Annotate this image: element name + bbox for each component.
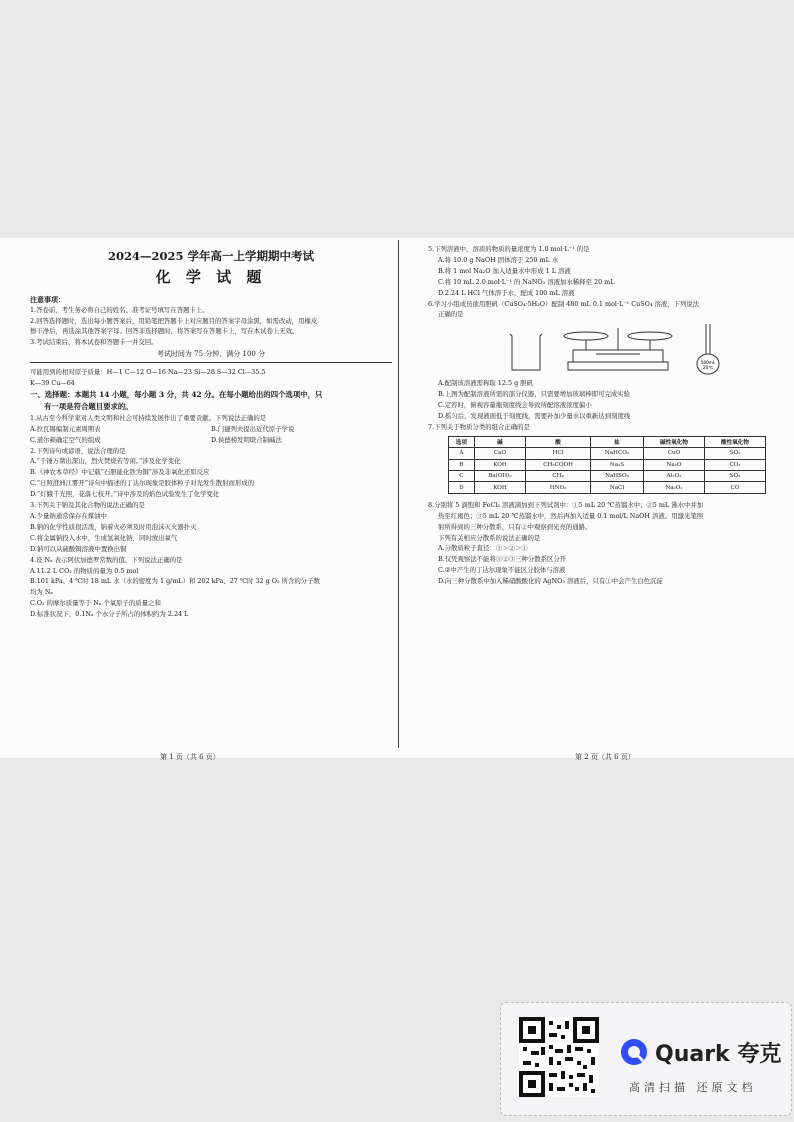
option: C.“日照澄洲江雾开”诗句中描述的丁达尔现象是胶体粒子对光发生散射而形成的 <box>30 479 255 488</box>
table-cell: C <box>449 471 475 482</box>
table-cell: NaCl <box>590 482 643 493</box>
beaker-icon <box>510 334 542 370</box>
exam-title: 2024—2025 学年高一上学期期中考试 <box>107 249 315 263</box>
question-stem: 2.下列诗句或谚语，说法合理的是 <box>30 446 126 455</box>
table-cell: Na₂S <box>590 459 643 470</box>
table-cell: Na₂O <box>644 459 705 470</box>
question-stem: 5.下列溶液中，溶质的物质的量浓度为 1.0 mol·L⁻¹ 的是 <box>428 245 590 253</box>
table-cell: Al₂O₃ <box>644 471 705 482</box>
table-header: 碱 <box>474 436 526 447</box>
table-cell: CaO <box>474 448 526 459</box>
note-item: 1.答卷前，考生务必将自己的姓名、准考证号填写在答题卡上。 <box>30 306 209 314</box>
table-header: 选项 <box>449 436 475 447</box>
option: D.向三种分散系中加入稀硝酸酸化的 AgNO₃ 溶液后，只有①中会产生白色沉淀 <box>438 577 663 586</box>
option-b: B.门捷列夫提出近代原子学说 <box>211 424 295 433</box>
right-column <box>428 238 774 587</box>
table-cell: SO₂ <box>704 448 765 459</box>
quark-brand: Quark 夸克 <box>655 1042 782 1067</box>
question-stem: 下列有关相应分散系的说法正确的是 <box>438 533 541 542</box>
table-cell: KOH <box>474 459 526 470</box>
table-header: 酸 <box>526 436 591 447</box>
divider-line <box>30 362 392 363</box>
note-item: 3.考试结束后，将本试卷和答题卡一并交回。 <box>30 337 158 346</box>
table-row <box>449 482 766 493</box>
atomic-masses: 可能用到的相对原子质量：H—1 C—12 O—16 Na—23 Si—28 S—32 Cl—35.5 <box>30 368 266 376</box>
quark-tagline: 高清扫描 还原文档 <box>629 1081 757 1094</box>
option: C.定容时，俯视容量瓶刻度线会导致所配溶液浓度偏小 <box>438 401 592 410</box>
section-heading: 一、选择题：本题共 14 小题，每小题 3 分，共 42 分。在每小题给出的四个选项中，只 <box>30 389 323 399</box>
table-header: 碱性氧化物 <box>644 436 705 447</box>
atomic-masses: K—39 Cu—64 <box>30 378 75 387</box>
quark-watermark <box>500 1002 792 1116</box>
flask-volume-label: 500mL <box>700 360 716 366</box>
option-a: A.拉瓦锡编制元素周期表 <box>30 424 101 433</box>
option: D.2.24 L HCl 气体溶于水，配成 100 mL 溶液 <box>438 288 575 297</box>
exam-subject: 化 学 试 题 <box>155 268 267 286</box>
exam-time: 考试时间为 75 分钟，满分 100 分 <box>156 350 266 358</box>
question-stem: 4.设 Nₐ 表示阿伏加德罗常数的值。下列说法正确的是 <box>30 555 183 564</box>
option: A.将 10.0 g NaOH 固体溶于 250 mL 水 <box>438 255 559 264</box>
notes-title: 注意事项： <box>30 295 65 304</box>
question-stem: 3.下列关于钠及其化合物的说法正确的是 <box>30 501 145 510</box>
option: C.将 10 mL 2.0 mol·L⁻¹ 的 NaNO₃ 溶液加水稀释至 20 mL <box>438 277 615 286</box>
table-cell: CH₃COOH <box>526 459 591 470</box>
table-cell: CO₂ <box>704 459 765 470</box>
table-cell: HCl <box>526 448 591 459</box>
option: D.钠可以从硫酸铜溶液中置换出铜 <box>30 544 127 553</box>
balance-icon <box>564 328 672 370</box>
table-cell: D <box>449 482 475 493</box>
option: B.上图为配制溶液所需的部分仪器，只需要增加玻璃棒即可完成实验 <box>438 390 631 399</box>
table-cell: NaHCO₃ <box>590 448 643 459</box>
apparatus-figure <box>428 324 774 372</box>
option: C.②中产生的丁达尔现象不能区分胶体与溶液 <box>438 566 566 575</box>
table-cell: B <box>449 459 475 470</box>
table-header-row <box>449 436 766 447</box>
option: 均为 Nₐ <box>30 588 53 597</box>
option: B.钠的化学性质很活泼，钠着火必须及时用泡沫灭火器扑灭 <box>30 522 197 531</box>
option: A.“千锤万凿出深山，烈火焚烧若等闲。”涉及化学变化 <box>30 457 181 466</box>
section-heading: 有一项是符合题目要求的。 <box>44 401 133 411</box>
page-number-left: 第 1 页（共 6 页） <box>160 753 220 761</box>
page-number-right: 第 2 页（共 6 页） <box>575 753 635 761</box>
table-cell: CH₄ <box>526 471 591 482</box>
table-cell: SO₃ <box>704 471 765 482</box>
question-stem: 8.分别将 5 滴饱和 FeCl₃ 溶液滴加到下列试剂中：①5 mL 20 ℃蒸馏水中；②5 mL 沸水中并加 <box>428 500 704 509</box>
table-cell: A <box>449 448 475 459</box>
option: D.摇匀后，发现液面低于刻度线，需要补加少量水以重新达到刻度线 <box>438 412 631 421</box>
quark-logo-icon <box>619 1037 649 1067</box>
option: C.将金属钠投入水中，生成氢氧化钠，同时放出氧气 <box>30 533 178 542</box>
question-stem: 7.下列关于物质分类的组合正确的是 <box>428 422 530 431</box>
table-cell: CO <box>704 482 765 493</box>
table-header: 盐 <box>590 436 643 447</box>
table-cell: KOH <box>474 482 526 493</box>
table-cell: Ba(OH)₂ <box>474 471 526 482</box>
option: B.将 1 mol Na₂O 加入适量水中形成 1 L 溶液 <box>438 266 571 275</box>
option-c: C.道尔顿确定空气的组成 <box>30 435 101 444</box>
option: D.“灯蛾千光照，花落七枝开。”诗中涉及的焰色试验发生了化学变化 <box>30 490 220 499</box>
apparatus-drawing <box>428 324 774 376</box>
exam-sheet <box>0 238 794 758</box>
note-item: 擦干净后，再选涂其他答案字母。回答非选择题时，将答案写在答题卡上，写在本试卷上无效。 <box>30 327 299 335</box>
table-cell: Na₂O₂ <box>644 482 705 493</box>
column-divider <box>398 240 399 748</box>
flask-temp-label: 20℃ <box>702 365 714 371</box>
option: D.标准状况下，0.1Nₐ 个水分子所占的体积约为 2.24 L <box>30 610 189 619</box>
table-header: 酸性氧化物 <box>704 436 765 447</box>
option: C.O₂ 的摩尔质量等于 Nₐ 个氧原子的质量之和 <box>30 599 161 608</box>
option-row <box>30 435 392 446</box>
option-row <box>30 424 392 435</box>
question-stem: 正确的是 <box>438 310 464 319</box>
table-row <box>449 471 766 482</box>
question-stem: 热至红褐色；③5 mL 20 ℃蒸馏水中，然后再加入适量 0.1 mol/L NaOH 溶液。用激光笔照 <box>438 511 704 520</box>
option: A.配制该溶液需称取 12.5 g 胆矾 <box>438 379 533 388</box>
option-d: D.侯德榜发明联合制碱法 <box>211 435 282 444</box>
option: B.101 kPa、4 ℃时 18 mL 水（水的密度为 1 g/mL）和 202 kPa、27 ℃时 32 g O₂ 所含的分子数 <box>30 577 320 586</box>
qr-code-icon <box>519 1017 599 1097</box>
option: A.分散质粒子直径：③＞②＞① <box>438 544 528 553</box>
left-column <box>30 238 392 620</box>
option: A.11.2 L CO₂ 的物质的量为 0.5 mol <box>30 566 139 575</box>
option: B.《神农本草经》中记载“石胆能化铁为铜”涉及非氧化还原反应 <box>30 468 210 477</box>
option: A.少量钠通常保存在煤油中 <box>30 511 107 520</box>
option: B.仅凭观察法不能将①②③三种分散系区分开 <box>438 555 567 564</box>
classification-table <box>448 436 766 494</box>
table-cell: CuO <box>644 448 705 459</box>
note-item: 2.回答选择题时，选出每小题答案后，用铅笔把答题卡上对应题目的答案字母涂黑，如需改动，用橡皮 <box>30 316 318 325</box>
table-cell: HNO₃ <box>526 482 591 493</box>
table-cell: NaHSO₄ <box>590 471 643 482</box>
question-stem: 1.从古至今科学家对人类文明和社会可持续发展作出了重要贡献。下列说法正确的是 <box>30 413 267 422</box>
table-row <box>449 459 766 470</box>
table-row <box>449 448 766 459</box>
question-stem: 射所得到的三种分散系，只有②中观察到光亮的通路。 <box>438 522 592 531</box>
question-stem: 6.学习小组成员欲用胆矾（CuSO₄·5H₂O）配制 480 mL 0.1 mol·L⁻¹ CuSO₄ 溶液，下列说法 <box>428 299 700 308</box>
